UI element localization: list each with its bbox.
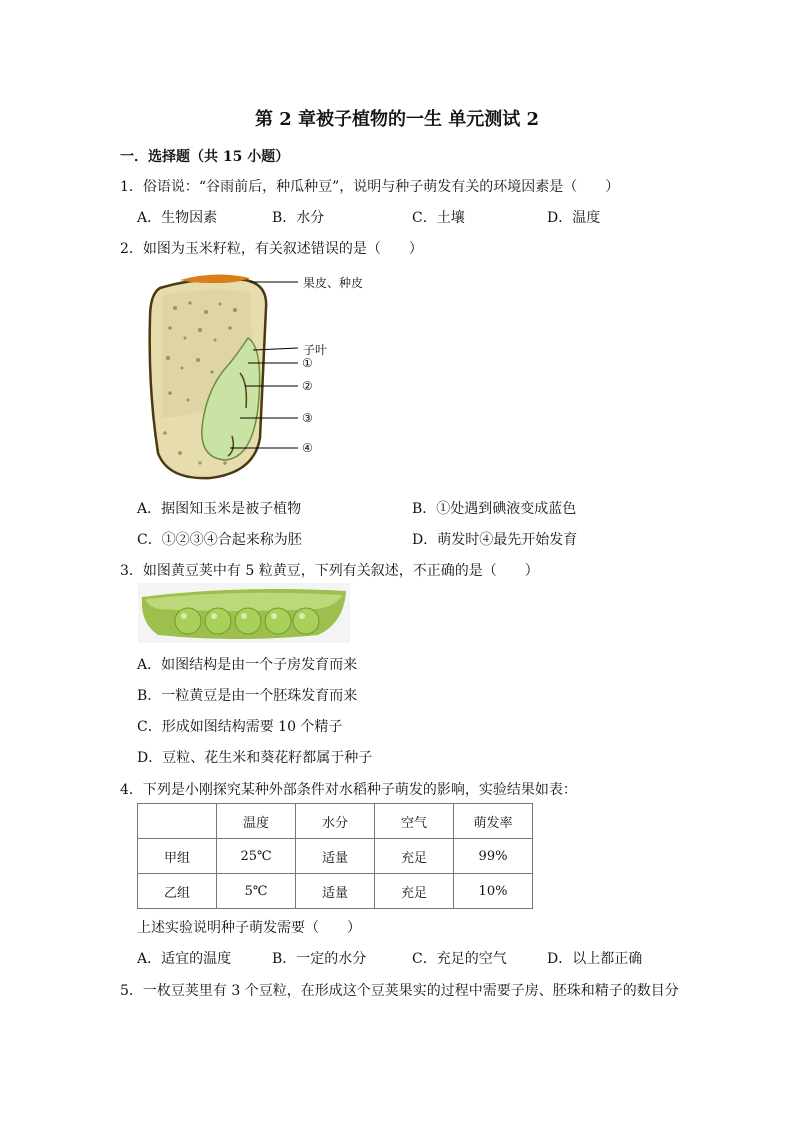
q1-option-b: B．水分: [272, 210, 325, 226]
table-cell: 适量: [296, 839, 375, 874]
page-title: 第 2 章被子植物的一生 单元测试 2: [254, 109, 540, 130]
table-cell: 10%: [454, 874, 533, 909]
table-header-row: [138, 804, 533, 839]
table-cell: 充足: [375, 874, 454, 909]
table-cell: 5℃: [217, 874, 296, 909]
q4-option-c: C．充足的空气: [412, 951, 507, 967]
q2-option-a: A．据图知玉米是被子植物: [137, 501, 302, 517]
table-cell: 99%: [454, 839, 533, 874]
table-row: [138, 874, 533, 909]
q3-option-a: A．如图结构是由一个子房发育而来: [137, 657, 358, 673]
q3-option-c: C．形成如图结构需要 10 个精子: [137, 719, 343, 735]
q4-option-b: B．一定的水分: [272, 951, 367, 967]
table-cell: 25℃: [217, 839, 296, 874]
question-3-stem: 3．如图黄豆荚中有 5 粒黄豆，下列有关叙述，不正确的是（ ）: [120, 563, 539, 579]
table-row: [138, 839, 533, 874]
label-cotyledon: 子叶: [303, 343, 328, 357]
table-header-cell: [138, 804, 217, 839]
question-4-stem: 4．下列是小刚探究某种外部条件对水稻种子萌发的影响，实验结果如表：: [120, 782, 577, 798]
q1-option-a: A．生物因素: [137, 210, 218, 226]
question-5-stem: 5．一枚豆荚里有 3 个豆粒，在形成这个豆荚果实的过程中需要子房、胚珠和精子的数目分: [120, 983, 679, 999]
question-4-follow: 上述实验说明种子萌发需要（ ）: [137, 920, 361, 936]
table-header-cell: 水分: [296, 804, 375, 839]
table-cell: 充足: [375, 839, 454, 874]
table-cell: 乙组: [138, 874, 217, 909]
q2-option-c: C．①②③④合起来称为胚: [137, 532, 302, 548]
label-4: ④: [302, 441, 313, 455]
q2-option-d: D．萌发时④最先开始发育: [412, 532, 578, 548]
q3-option-d: D．豆粒、花生米和葵花籽都属于种子: [137, 750, 373, 766]
table-cell: 适量: [296, 874, 375, 909]
question-1-stem: 1．俗语说：“谷雨前后，种瓜种豆”，说明与种子萌发有关的环境因素是（ ）: [120, 179, 620, 195]
q2-option-b: B．①处遇到碘液变成蓝色: [412, 501, 577, 517]
q1-option-d: D．温度: [547, 210, 601, 226]
q3-option-b: B．一粒黄豆是由一个胚珠发育而来: [137, 688, 358, 704]
pea-pod-image: [138, 583, 350, 643]
table-header-cell: 空气: [375, 804, 454, 839]
table-header-cell: 萌发率: [454, 804, 533, 839]
label-2: ②: [302, 379, 313, 393]
corn-kernel-diagram: [140, 268, 370, 488]
q1-option-c: C．土壤: [412, 210, 465, 226]
label-1: ①: [302, 356, 313, 370]
question-2-stem: 2．如图为玉米籽粒，有关叙述错误的是（ ）: [120, 241, 423, 257]
section-heading: 一．选择题（共 15 小题）: [120, 149, 290, 165]
experiment-table: [137, 803, 533, 909]
table-cell: 甲组: [138, 839, 217, 874]
q4-option-a: A．适宜的温度: [137, 951, 232, 967]
label-pericarp: 果皮、种皮: [303, 276, 364, 290]
table-header-cell: 温度: [217, 804, 296, 839]
q4-option-d: D．以上都正确: [547, 951, 643, 967]
label-3: ③: [302, 411, 313, 425]
